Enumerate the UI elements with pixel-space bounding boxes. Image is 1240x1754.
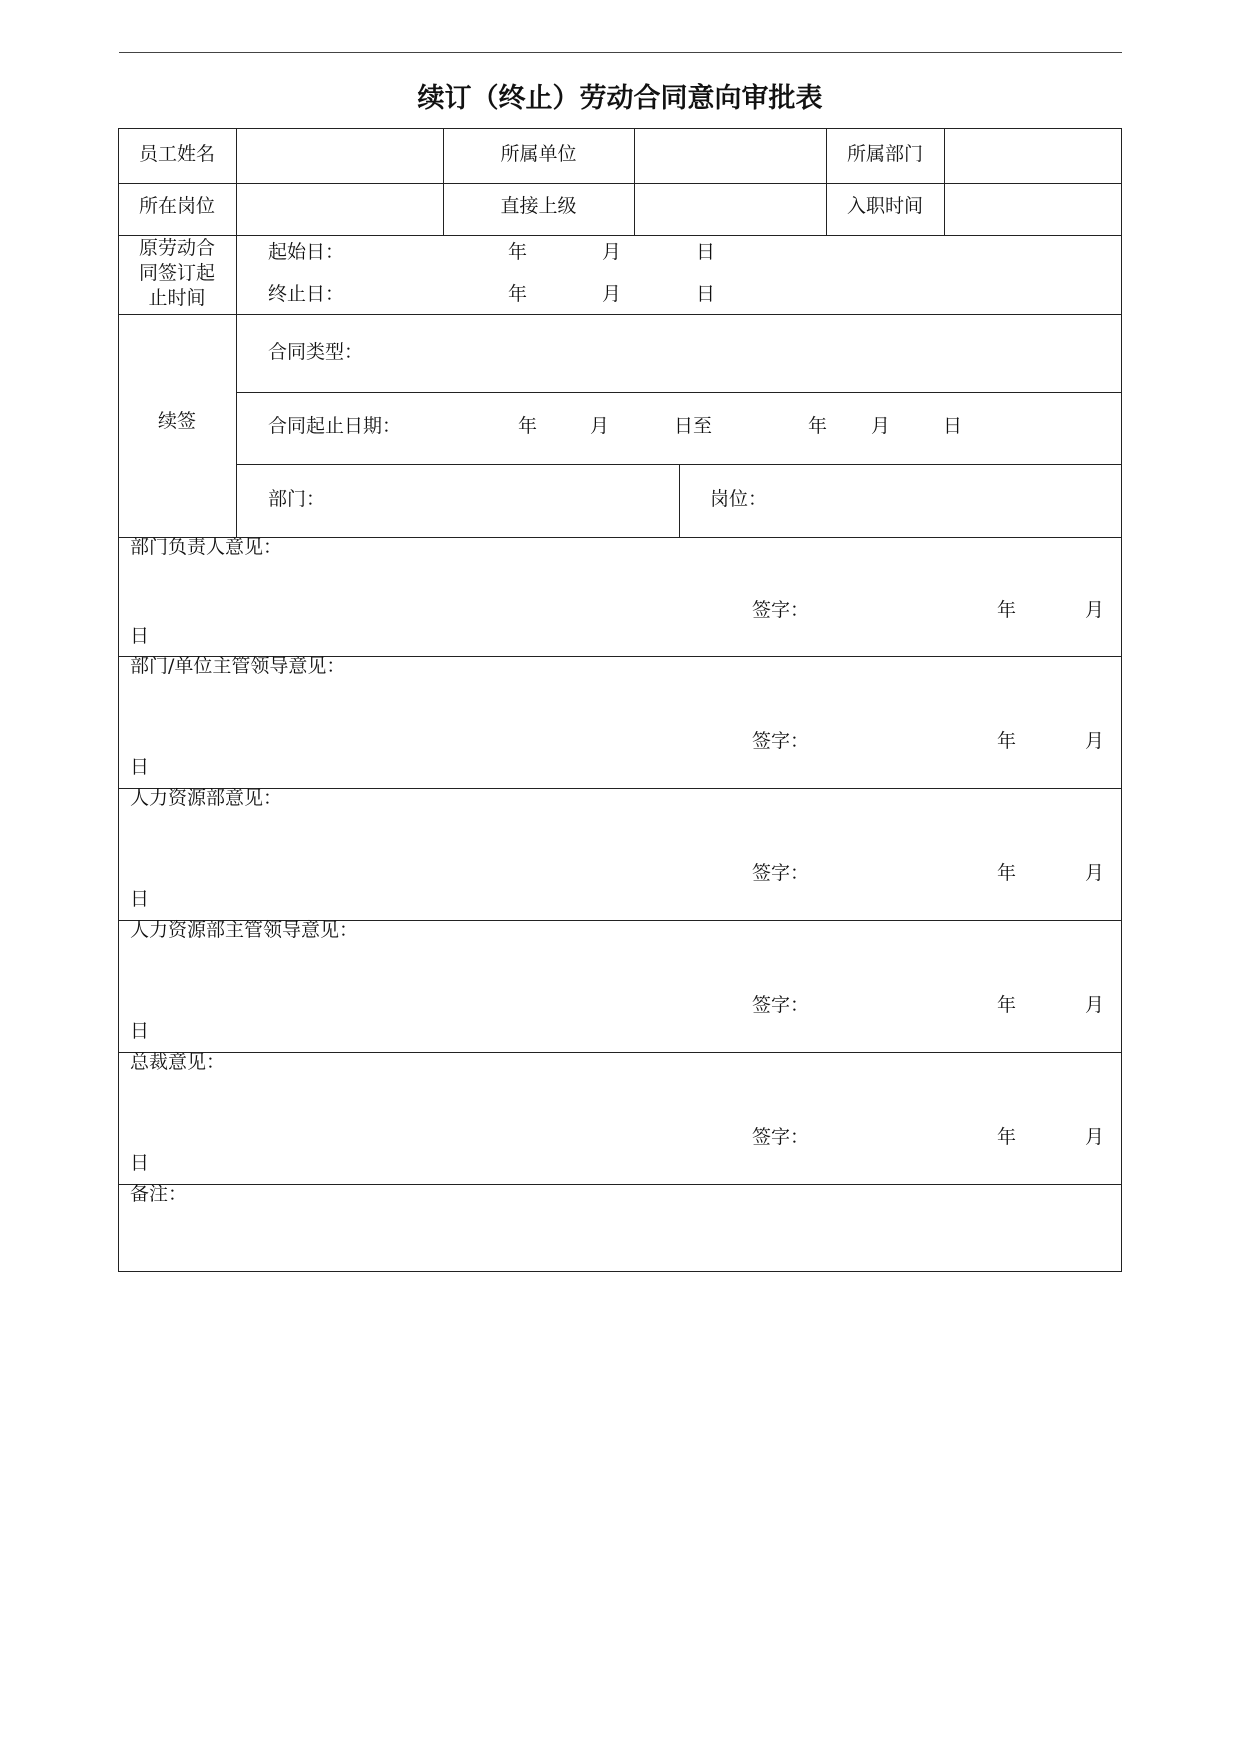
day-unit: 日 <box>130 1020 150 1042</box>
signature-label: 签字： <box>752 599 810 621</box>
start-date-label: 起始日： <box>268 241 345 263</box>
renewal-post-field[interactable] <box>772 470 1112 532</box>
year-unit: 年 <box>997 730 1017 752</box>
day-unit: 日 <box>130 625 150 647</box>
start-year-unit: 年 <box>508 241 528 263</box>
opinion-label: 人力资源部主管领导意见： <box>130 919 359 941</box>
end-year-unit: 年 <box>508 283 528 305</box>
column-divider <box>679 464 680 537</box>
renewal-post-label: 岗位： <box>710 488 768 510</box>
day-unit: 日 <box>130 888 150 910</box>
employee-name-field[interactable] <box>237 129 442 182</box>
contract-period-label: 合同起止日期： <box>268 415 402 437</box>
renewal-dept-field[interactable] <box>330 470 670 532</box>
header-rule <box>119 52 1122 53</box>
employee-name-label: 员工姓名 <box>138 143 215 165</box>
contract-type-field[interactable] <box>380 320 1110 386</box>
day-unit: 日 <box>130 1152 150 1174</box>
label-line: 止时间 <box>148 287 206 309</box>
start-day-unit: 日 <box>696 241 716 263</box>
end-day-unit: 日 <box>696 283 716 305</box>
opinion-text-area[interactable] <box>124 814 744 884</box>
month-unit: 月 <box>1085 599 1105 621</box>
renewal-dept-label: 部门： <box>268 488 326 510</box>
period-end-day-unit: 日 <box>943 415 963 437</box>
period-start-day-to: 日至 <box>674 415 713 437</box>
renewal-label: 续签 <box>157 410 196 432</box>
row-divider <box>118 1184 1122 1185</box>
position-label: 所在岗位 <box>138 195 215 217</box>
end-date-label: 终止日： <box>268 283 345 305</box>
signature-label: 签字： <box>752 994 810 1016</box>
opinion-label: 人力资源部意见： <box>130 787 283 809</box>
row-divider <box>118 1052 1122 1053</box>
contract-type-label: 合同类型： <box>268 341 364 363</box>
department-label: 所属部门 <box>846 143 923 165</box>
month-unit: 月 <box>1085 862 1105 884</box>
unit-label: 所属单位 <box>500 143 577 165</box>
label-line: 原劳动合 <box>138 237 215 259</box>
supervisor-field[interactable] <box>635 184 825 234</box>
hire-date-label: 入职时间 <box>846 195 923 217</box>
opinion-label: 总裁意见： <box>130 1051 226 1073</box>
month-unit: 月 <box>1085 1126 1105 1148</box>
year-unit: 年 <box>997 994 1017 1016</box>
position-field[interactable] <box>237 184 442 234</box>
hire-date-field[interactable] <box>945 184 1121 234</box>
period-end-month-unit: 月 <box>871 415 891 437</box>
row-divider <box>118 314 1122 315</box>
supervisor-label: 直接上级 <box>500 195 577 217</box>
year-unit: 年 <box>997 862 1017 884</box>
remarks-field[interactable] <box>124 1210 1114 1266</box>
signature-label: 签字： <box>752 1126 810 1148</box>
opinion-label: 部门负责人意见： <box>130 536 283 558</box>
day-unit: 日 <box>130 756 150 778</box>
year-unit: 年 <box>997 1126 1017 1148</box>
row-divider <box>118 235 1122 236</box>
period-start-year-unit: 年 <box>518 415 538 437</box>
opinion-label: 部门/单位主管领导意见： <box>130 655 346 677</box>
end-month-unit: 月 <box>602 283 622 305</box>
original-contract-label <box>118 236 236 311</box>
department-field[interactable] <box>945 129 1121 182</box>
signature-label: 签字： <box>752 730 810 752</box>
opinion-text-area[interactable] <box>124 682 744 752</box>
opinion-text-area[interactable] <box>124 562 744 622</box>
opinion-text-area[interactable] <box>124 1078 744 1148</box>
period-end-year-unit: 年 <box>808 415 828 437</box>
opinion-text-area[interactable] <box>124 946 744 1016</box>
period-start-month-unit: 月 <box>590 415 610 437</box>
form-title: 续订（终止）劳动合同意向审批表 <box>417 83 823 114</box>
label-line: 同签订起 <box>138 262 215 284</box>
unit-field[interactable] <box>635 129 825 182</box>
year-unit: 年 <box>997 599 1017 621</box>
remarks-label: 备注： <box>130 1183 188 1205</box>
month-unit: 月 <box>1085 994 1105 1016</box>
row-divider <box>236 392 1122 393</box>
signature-label: 签字： <box>752 862 810 884</box>
month-unit: 月 <box>1085 730 1105 752</box>
start-month-unit: 月 <box>602 241 622 263</box>
